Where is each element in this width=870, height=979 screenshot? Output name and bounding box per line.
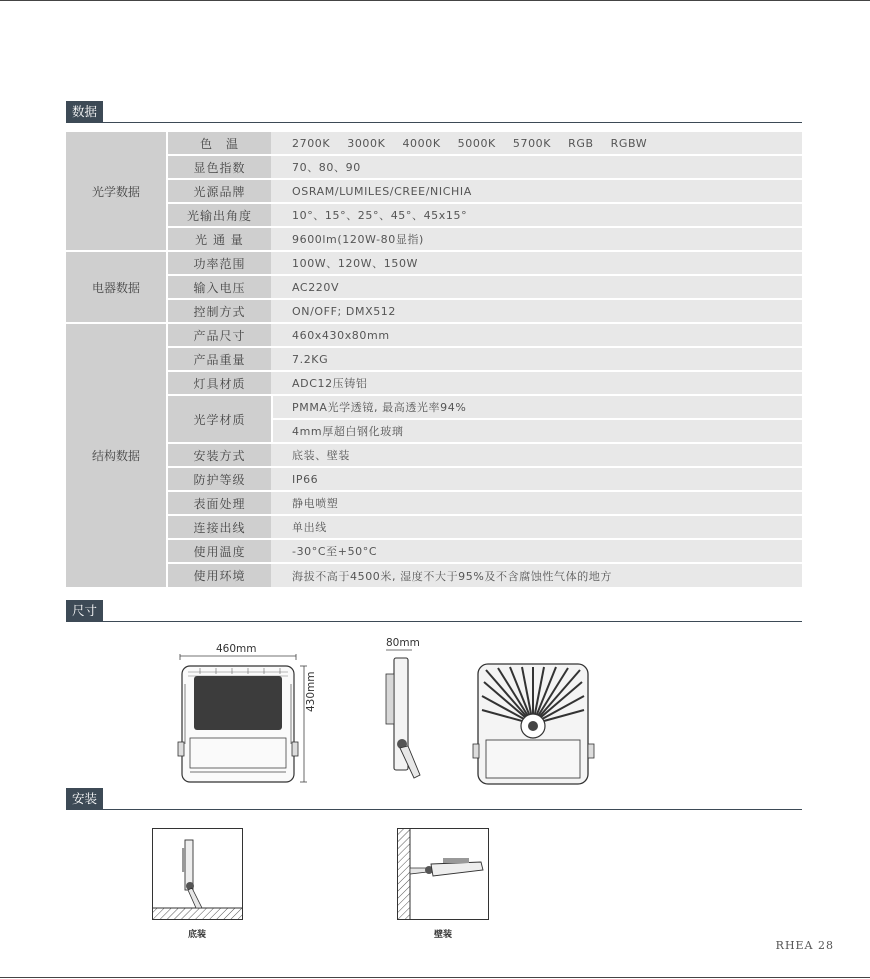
dimension-height: 430mm <box>305 671 317 712</box>
row-label: 产品尺寸 <box>168 324 271 346</box>
table-row <box>168 228 802 250</box>
section-header-data <box>66 101 802 123</box>
row-value: -30°C至+50°C <box>292 545 378 558</box>
row-value: ON/OFF; DMX512 <box>292 304 396 318</box>
table-row <box>168 492 802 514</box>
row-value: 静电喷塑 <box>292 497 339 510</box>
row-label: 光 通 量 <box>168 228 271 250</box>
row-label: 显色指数 <box>168 156 271 178</box>
row-value: 单出线 <box>292 521 327 534</box>
section-title: 数据 <box>66 101 103 123</box>
row-label: 连接出线 <box>168 516 271 538</box>
table-row <box>168 132 802 154</box>
table-row <box>168 444 802 466</box>
row-label: 防护等级 <box>168 468 271 490</box>
row-value: OSRAM/LUMILES/CREE/NICHIA <box>292 184 472 198</box>
table-row <box>168 204 802 226</box>
table-row <box>168 372 802 394</box>
row-label: 输入电压 <box>168 276 271 298</box>
row-value: 9600lm(120W-80显指) <box>292 233 424 246</box>
row-value: ADC12压铸铝 <box>292 377 368 390</box>
table-row <box>168 252 802 274</box>
group-electrical: 电器数据 <box>66 252 166 322</box>
table-row <box>168 276 802 298</box>
bottom-border <box>0 977 870 978</box>
table-row <box>168 540 802 562</box>
row-value: 70、80、90 <box>292 161 361 174</box>
table-row <box>168 348 802 370</box>
table-row <box>168 516 802 538</box>
section-header-dimensions <box>66 600 802 622</box>
row-label: 产品重量 <box>168 348 271 370</box>
row-label: 功率范围 <box>168 252 271 274</box>
caption-wall-mount: 壁装 <box>434 930 453 940</box>
side-view-drawing <box>380 648 430 788</box>
table-row <box>168 324 802 346</box>
row-label: 安装方式 <box>168 444 271 466</box>
group-structural: 结构数据 <box>66 324 166 587</box>
row-label: 光源品牌 <box>168 180 271 202</box>
row-value: 4mm厚超白钢化玻璃 <box>292 425 404 438</box>
row-value: PMMA光学透镜, 最高透光率94% <box>292 401 467 414</box>
spec-table <box>66 132 802 587</box>
row-value: 7.2KG <box>292 352 329 366</box>
row-value-cct: 2700K 3000K 4000K 5000K 5700K RGB RGBW <box>292 136 648 150</box>
back-view-drawing <box>472 660 596 790</box>
table-row <box>168 180 802 202</box>
wall-mount-drawing <box>397 828 489 920</box>
row-value: 460x430x80mm <box>292 328 390 342</box>
row-label: 使用温度 <box>168 540 271 562</box>
row-value: AC220V <box>292 280 340 294</box>
row-label: 光学材质 <box>168 396 271 442</box>
row-label: 表面处理 <box>168 492 271 514</box>
row-value: 底装、壁装 <box>292 449 350 462</box>
floor-mount-drawing <box>152 828 243 920</box>
row-label: 色 温 <box>168 132 271 154</box>
table-row <box>168 564 802 587</box>
table-row <box>168 468 802 490</box>
row-value: IP66 <box>292 472 319 486</box>
row-label: 控制方式 <box>168 300 271 322</box>
top-border <box>0 0 870 1</box>
row-value: 海拔不高于4500米, 湿度不大于95%及不含腐蚀性气体的地方 <box>292 569 613 583</box>
caption-floor-mount: 底装 <box>188 930 207 940</box>
row-value: 100W、120W、150W <box>292 257 419 270</box>
dimension-depth: 80mm <box>386 637 420 649</box>
section-title: 尺寸 <box>66 600 103 622</box>
row-label: 使用环境 <box>168 564 271 587</box>
group-optical: 光学数据 <box>66 132 166 250</box>
table-row <box>168 300 802 322</box>
table-row <box>168 156 802 178</box>
row-value: 10°、15°、25°、45°、45x15° <box>292 209 468 222</box>
row-label: 灯具材质 <box>168 372 271 394</box>
page-number: RHEA 28 <box>775 939 834 952</box>
dimension-width: 460mm <box>216 643 257 655</box>
row-label: 光输出角度 <box>168 204 271 226</box>
front-view-drawing <box>176 654 316 789</box>
section-header-install <box>66 788 802 810</box>
table-row <box>168 396 802 442</box>
section-title: 安装 <box>66 788 103 810</box>
